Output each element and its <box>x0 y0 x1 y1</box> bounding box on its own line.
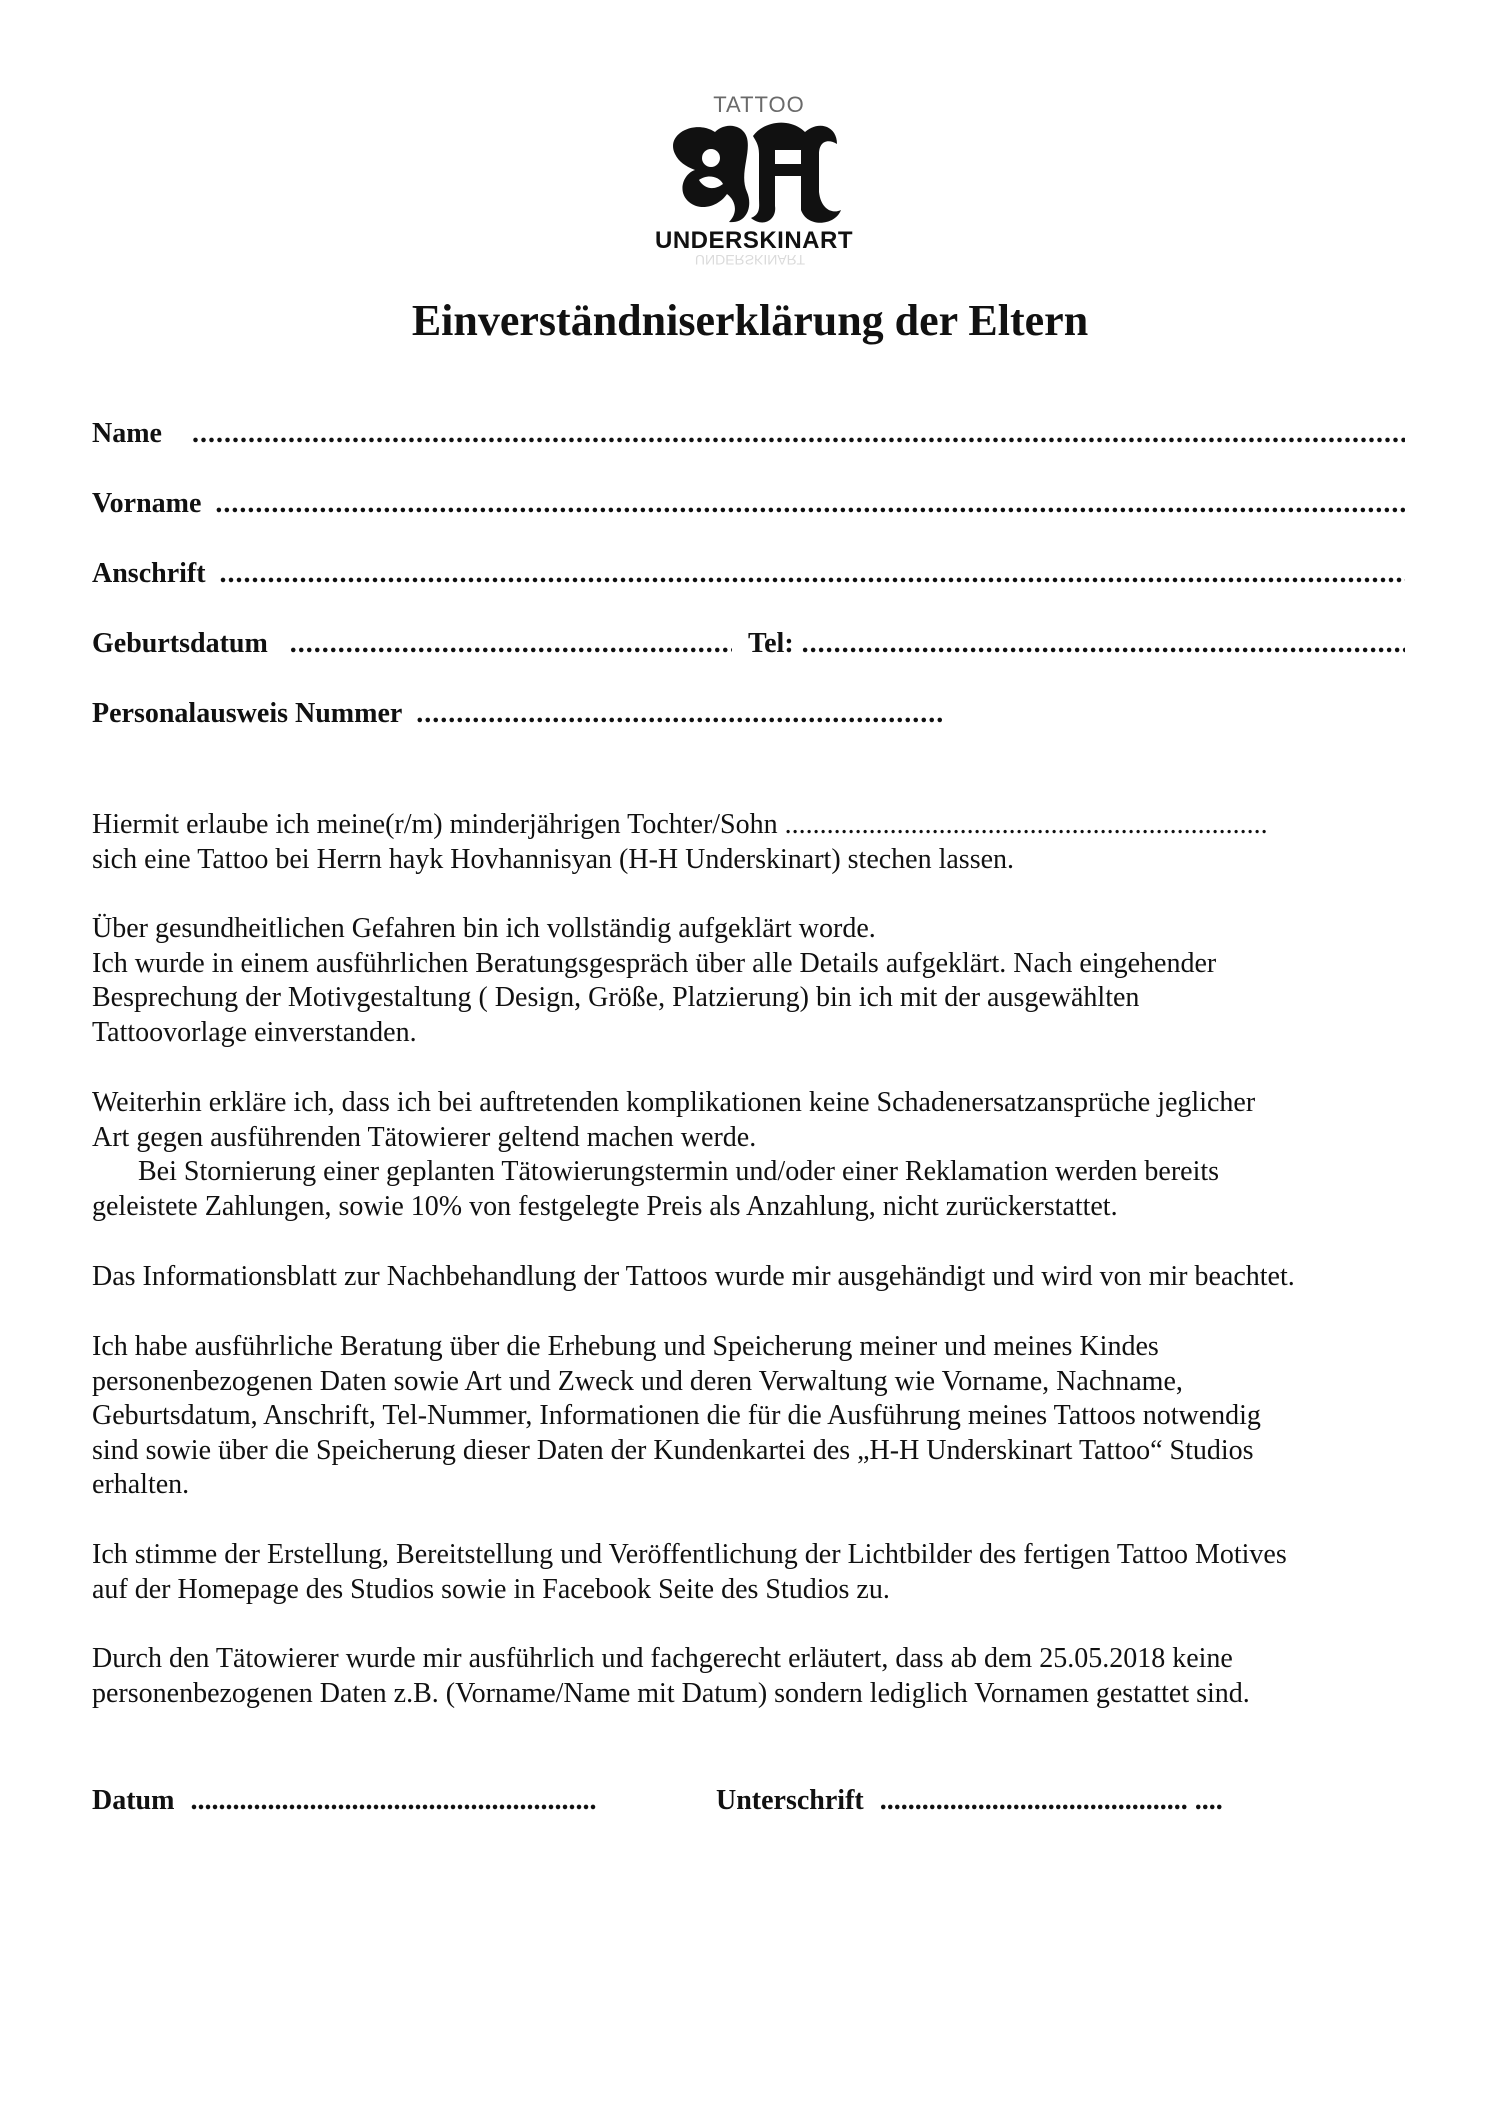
text-line: erhalten. <box>92 1469 190 1500</box>
field-vorname-line[interactable] <box>215 488 1405 520</box>
text-line: Art gegen ausführenden Tätowierer geltend machen werde. <box>92 1121 757 1153</box>
studio-logo <box>655 92 853 272</box>
logo-tattoo-text: TATTOO <box>713 92 805 117</box>
field-geburtsdatum-label: Geburtsdatum <box>92 628 268 659</box>
field-personalausweis-line[interactable] <box>416 698 942 730</box>
field-tel-line[interactable] <box>802 628 1405 660</box>
paragraph-photo-consent <box>92 1538 1412 1607</box>
text-line: Tattoovorlage einverstanden. <box>92 1016 417 1048</box>
field-anschrift-label: Anschrift <box>92 558 206 589</box>
field-personalausweis[interactable] <box>92 698 942 738</box>
field-anschrift[interactable] <box>92 558 1405 598</box>
logo-underskinart-text: UNDERSKINART <box>655 227 853 254</box>
text-line: Besprechung der Motivgestaltung ( Design, Größe, Platzierung) bin ich mit der ausgewählten <box>92 982 1140 1013</box>
logo-reflection: UNDERSKINART <box>694 252 806 268</box>
text-line: Hiermit erlaube ich meine(r/m) minderjährigen Tochter/Sohn ..................................................................... <box>92 809 1268 840</box>
paragraph-gdpr-notice <box>92 1642 1412 1711</box>
field-geburtsdatum-line[interactable] <box>290 628 732 660</box>
field-vorname[interactable] <box>92 488 1405 528</box>
field-anschrift-line[interactable] <box>220 558 1405 590</box>
text-line: Ich stimme der Erstellung, Bereitstellung und Veröffentlichung der Lichtbilder des fertigen Tattoo Motives <box>92 1539 1287 1570</box>
text-line: Geburtsdatum, Anschrift, Tel-Nummer, Informationen die für die Ausführung meines Tattoos notwendig <box>92 1400 1261 1431</box>
field-vorname-label: Vorname <box>92 488 202 519</box>
text-line: Über gesundheitlichen Gefahren bin ich vollständig aufgeklärt worde. <box>92 913 876 944</box>
text-line: geleistete Zahlungen, sowie 10% von festgelegte Preis als Anzahlung, nicht zurückerstattet. <box>92 1190 1118 1222</box>
text-line: sich eine Tattoo bei Herrn hayk Hovhannisyan (H-H Underskinart) stechen lassen. <box>92 843 1015 875</box>
text-line: Weiterhin erkläre ich, dass ich bei auftretenden komplikationen keine Schadenersatzansprüche jeglicher <box>92 1087 1256 1118</box>
text-line: sind sowie über die Speicherung dieser Daten der Kundenkartei des „H-H Underskinart Tattoo“ Studios <box>92 1434 1254 1466</box>
text-line: personenbezogenen Daten z.B. (Vorname/Name mit Datum) sondern lediglich Vornamen gestattet sind. <box>92 1677 1250 1709</box>
document-title: Einverständniserklärung der Eltern <box>411 296 1089 345</box>
logo-monogram-icon <box>655 114 845 234</box>
field-tel-label: Tel: <box>748 628 794 659</box>
text-line: personenbezogenen Daten sowie Art und Zweck und deren Verwaltung wie Vorname, Nachname, <box>92 1365 1183 1397</box>
text-line: auf der Homepage des Studios sowie in Facebook Seite des Studios zu. <box>92 1573 890 1605</box>
field-name-line[interactable] <box>192 418 1405 450</box>
unterschrift-line[interactable]: ............................................ .... <box>879 1785 1223 1816</box>
paragraph-data-privacy <box>92 1330 1412 1503</box>
text-line: Bei Stornierung einer geplanten Tätowierungstermin und/oder einer Reklamation werden bereits <box>138 1156 1220 1187</box>
paragraph-health-info <box>92 912 1412 1050</box>
text-line: Ich wurde in einem ausführlichen Beratungsgespräch über alle Details aufgeklärt. Nach eingehender <box>92 947 1217 979</box>
field-name-label: Name <box>92 418 162 449</box>
paragraph-aftercare <box>92 1260 1412 1295</box>
datum-line[interactable]: .......................................................... <box>190 1785 597 1816</box>
text-line: Das Informationsblatt zur Nachbehandlung der Tattoos wurde mir ausgehändigt und wird von mir beachtet. <box>92 1261 1295 1292</box>
text-line: Durch den Tätowierer wurde mir ausführlich und fachgerecht erläutert, dass ab dem 25.05.2018 keine <box>92 1643 1233 1674</box>
paragraph-liability <box>92 1086 1412 1224</box>
field-geburtsdatum[interactable] <box>92 628 732 668</box>
field-personalausweis-label: Personalausweis Nummer <box>92 698 403 729</box>
datum-label: Datum <box>92 1785 175 1816</box>
text-line: Ich habe ausführliche Beratung über die Erhebung und Speicherung meiner und meines Kindes <box>92 1331 1159 1362</box>
datum-field[interactable] <box>92 1785 596 1825</box>
unterschrift-field[interactable] <box>716 1785 1223 1825</box>
paragraph-permission <box>92 808 1412 877</box>
field-tel[interactable] <box>748 628 1405 668</box>
field-name[interactable] <box>92 418 1405 458</box>
unterschrift-label: Unterschrift <box>716 1785 864 1816</box>
